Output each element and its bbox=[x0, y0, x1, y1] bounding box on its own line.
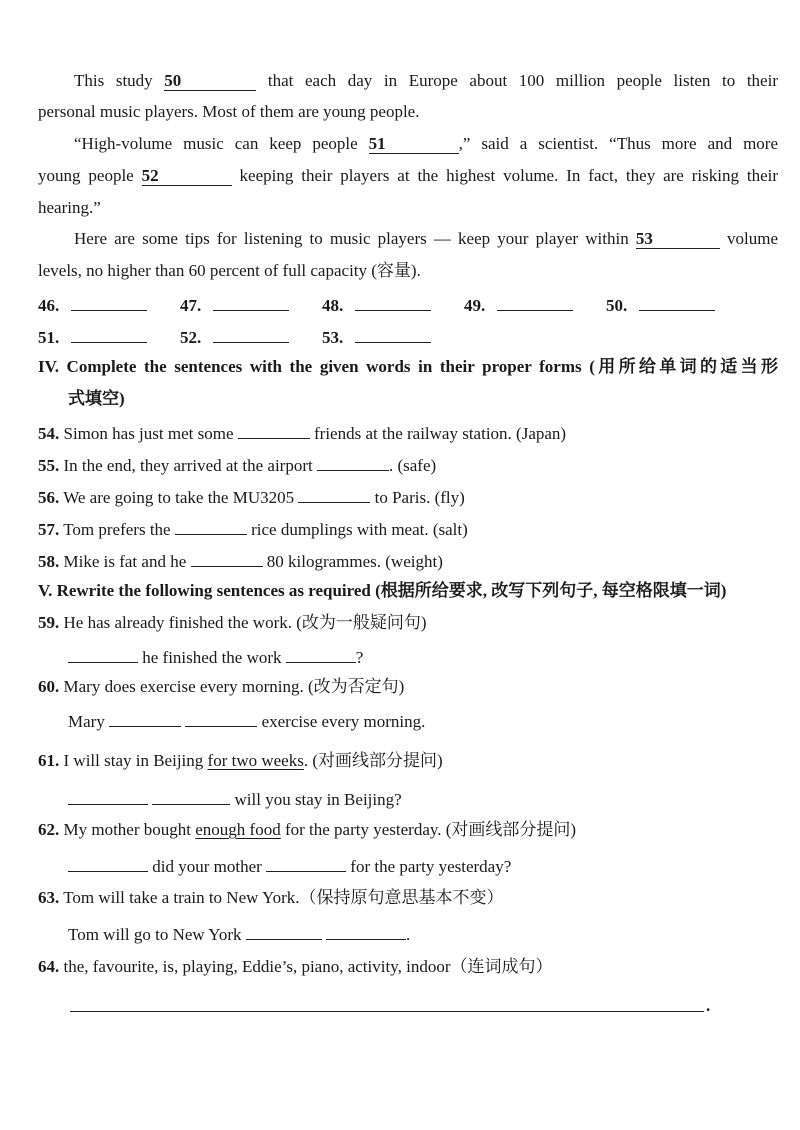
q63-blank-2[interactable] bbox=[326, 921, 406, 940]
q62-blank-2[interactable] bbox=[266, 853, 346, 872]
question-58: 58. Mike is fat and he 80 kilogrammes. (weight) bbox=[38, 548, 778, 573]
q59-blank-1[interactable] bbox=[68, 644, 138, 663]
answer-49-blank[interactable] bbox=[497, 292, 573, 311]
passage-line-1: This study 50 that each day in Europe about 100 million people listen to their bbox=[74, 71, 778, 90]
question-60: 60. Mary does exercise every morning. (改为否定句) bbox=[38, 677, 405, 696]
section-5-heading: V. Rewrite the following sentences as required (根据所给要求, 改写下列句子, 每空格限填一词) bbox=[38, 581, 727, 600]
q56-blank[interactable] bbox=[298, 484, 370, 503]
answer-49: 49. bbox=[464, 292, 573, 317]
q60-blank-2[interactable] bbox=[185, 708, 257, 727]
section-4-heading-cont: 式填空) bbox=[68, 389, 125, 408]
answer-50: 50. bbox=[606, 292, 715, 317]
q55-blank[interactable] bbox=[317, 452, 389, 471]
answer-51-blank[interactable] bbox=[71, 324, 147, 343]
q58-blank[interactable] bbox=[191, 548, 263, 567]
q61-blank-1[interactable] bbox=[68, 786, 148, 805]
answer-46: 46. bbox=[38, 292, 147, 317]
q54-blank[interactable] bbox=[238, 420, 310, 439]
question-55: 55. In the end, they arrived at the airport . (safe) bbox=[38, 452, 778, 477]
answer-48: 48. bbox=[322, 292, 431, 317]
question-62: 62. My mother bought enough food for the party yesterday. (对画线部分提问) bbox=[38, 820, 577, 839]
q64-answer-line[interactable] bbox=[70, 1011, 704, 1012]
question-54: 54. Simon has just met some friends at the railway station. (Japan) bbox=[38, 420, 778, 445]
q57-blank[interactable] bbox=[175, 516, 247, 535]
answer-51: 51. bbox=[38, 324, 147, 349]
q64-period: . bbox=[706, 996, 711, 1015]
question-60-answer: Mary exercise every morning. bbox=[68, 708, 778, 733]
answer-47: 47. bbox=[180, 292, 289, 317]
question-61: 61. I will stay in Beijing for two weeks. (对画线部分提问) bbox=[38, 751, 443, 770]
question-61-answer: will you stay in Beijing? bbox=[68, 786, 778, 811]
q62-underlined-part: enough food bbox=[195, 820, 281, 839]
question-59: 59. He has already finished the work. (改为一般疑问句) bbox=[38, 613, 427, 632]
question-63: 63. Tom will take a train to New York.（保持原句意思基本不变） bbox=[38, 888, 504, 907]
section-4-heading: IV. Complete the sentences with the given words in their proper forms (用所给单词的适当形 bbox=[38, 357, 778, 376]
passage-line-4: young people 52 keeping their players at the highest volume. In fact, they are risking their bbox=[38, 166, 779, 185]
blank-52[interactable]: 52 bbox=[142, 167, 232, 186]
question-56: 56. We are going to take the MU3205 to Paris. (fly) bbox=[38, 484, 778, 509]
question-64: 64. the, favourite, is, playing, Eddie’s, piano, activity, indoor（连词成句） bbox=[38, 957, 553, 976]
q59-blank-2[interactable] bbox=[286, 644, 356, 663]
passage-line-5: hearing.” bbox=[38, 198, 101, 217]
question-62-answer: did your mother for the party yesterday? bbox=[68, 853, 778, 878]
answer-48-blank[interactable] bbox=[355, 292, 431, 311]
answer-50-blank[interactable] bbox=[639, 292, 715, 311]
question-57: 57. Tom prefers the rice dumplings with meat. (salt) bbox=[38, 516, 778, 541]
q62-blank-1[interactable] bbox=[68, 853, 148, 872]
answer-53-blank[interactable] bbox=[355, 324, 431, 343]
blank-51[interactable]: 51 bbox=[369, 135, 459, 154]
passage-line-3: “High-volume music can keep people 51 ,” said a scientist. “Thus more and more bbox=[74, 134, 779, 153]
passage-line-2: personal music players. Most of them are young people. bbox=[38, 102, 420, 121]
q61-blank-2[interactable] bbox=[152, 786, 230, 805]
q63-blank-1[interactable] bbox=[246, 921, 322, 940]
answer-47-blank[interactable] bbox=[213, 292, 289, 311]
blank-53[interactable]: 53 bbox=[636, 230, 720, 249]
answer-52-blank[interactable] bbox=[213, 324, 289, 343]
passage-line-7: levels, no higher than 60 percent of full capacity (容量). bbox=[38, 261, 421, 280]
blank-50[interactable]: 50 bbox=[164, 72, 256, 91]
answer-46-blank[interactable] bbox=[71, 292, 147, 311]
passage-line-6: Here are some tips for listening to music players — keep your player within 53 volume bbox=[74, 229, 779, 248]
q60-blank-1[interactable] bbox=[109, 708, 181, 727]
question-63-answer: Tom will go to New York . bbox=[68, 921, 778, 946]
q61-underlined-part: for two weeks bbox=[207, 751, 304, 770]
question-59-answer: he finished the work ? bbox=[68, 644, 778, 669]
answer-53: 53. bbox=[322, 324, 431, 349]
answer-52: 52. bbox=[180, 324, 289, 349]
